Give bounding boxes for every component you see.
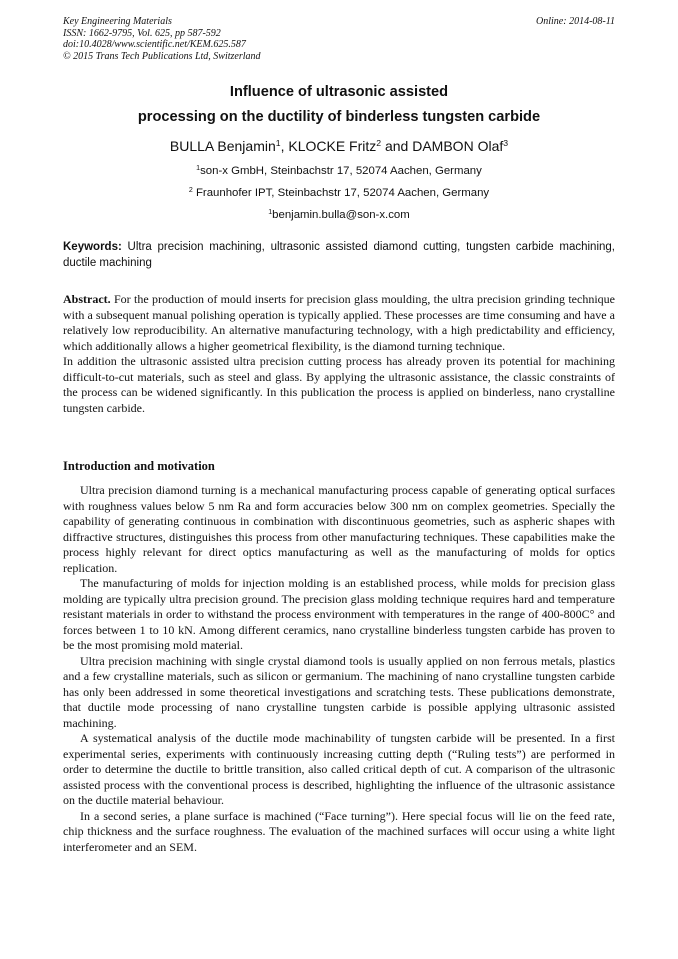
section-body bbox=[63, 483, 615, 855]
paper-title bbox=[40, 80, 638, 130]
affiliation bbox=[40, 182, 638, 204]
journal-header bbox=[63, 16, 615, 62]
author-name: DAMBON Olaf bbox=[412, 138, 504, 154]
contact-email bbox=[40, 204, 638, 226]
author-name: KLOCKE Fritz bbox=[288, 138, 377, 154]
copyright-line: © 2015 Trans Tech Publications Ltd, Switzerland bbox=[63, 50, 261, 62]
author-separator: , bbox=[280, 138, 289, 154]
online-date: Online: 2014-08-11 bbox=[536, 16, 615, 27]
section-heading: Introduction and motivation bbox=[63, 459, 215, 473]
body-paragraph: The manufacturing of molds for injection molding is an established process, while molds for precision glass molding are typically ultra precision ground. The precision glass molding technique requires hard and temperature resistant materials in order to withstand the process environment with temperatures in the range of 400-800C° and forces between 1 to 10 kN. Among different ceramics, nano crystalline binderless tungsten carbide has proven to be the most promising mold material. bbox=[63, 576, 615, 652]
affiliation-sup: 1 bbox=[268, 209, 273, 217]
affiliation-text: son-x GmbH, Steinbachstr 17, 52074 Aachen, Germany bbox=[200, 165, 482, 177]
affiliation-list bbox=[40, 160, 638, 226]
author-sup: 2 bbox=[376, 138, 382, 149]
abstract-block bbox=[63, 292, 615, 416]
abstract-paragraph: In addition the ultrasonic assisted ultra precision cutting process has already proven its potential for machining difficult-to-cut materials, such as steel and glass. By applying the ultrasonic assistance, the classic constraints of the process can be widened significantly. In this publication the process is applied on binderless, nano crystalline tungsten carbide. bbox=[63, 354, 615, 415]
body-paragraph: In a second series, a plane surface is machined (“Face turning”). Here special focus will lie on the feed rate, chip thickness and the surface roughness. The evaluation of the machined surfaces will occur using a white light interferometer and an SEM. bbox=[63, 808, 615, 854]
author-list bbox=[40, 137, 638, 155]
body-paragraph: A systematical analysis of the ductile mode machinability of tungsten carbide will be presented. In a first experimental series, experiments with continuously increasing cutting depth (“Ruling tests”) are performed in order to determine the ductile to brittle transition, also called critical depth of cut. A comparison of the ultrasonic assisted process with the conventional process is described, highlighting the influence of the ultrasonic assistance on the ductile material behaviour. bbox=[63, 731, 615, 807]
keywords-text: Ultra precision machining, ultrasonic assisted diamond cutting, tungsten carbide machining, ductile machining bbox=[63, 241, 615, 269]
affiliation-sup: 1 bbox=[196, 165, 201, 173]
title-line-2: processing on the ductility of binderless tungsten carbide bbox=[137, 109, 541, 125]
email-text: benjamin.bulla@son-x.com bbox=[272, 209, 410, 221]
keywords-block bbox=[63, 240, 615, 271]
author-name: BULLA Benjamin bbox=[169, 138, 276, 154]
keywords-label: Keywords: bbox=[63, 241, 122, 253]
author-separator: and bbox=[381, 138, 413, 154]
abstract-text: For the production of mould inserts for precision glass moulding, the ultra precision grinding technique with a subsequent manual polishing operation is typically applied. These processes are time consuming and have a relatively low reproducibility. An alternative manufacturing technology, with a high predictability and efficiency, which additionally allows a higher geometrical flexibility, is the diamond turning technique. bbox=[63, 292, 615, 353]
body-paragraph: Ultra precision machining with single crystal diamond tools is usually applied on non ferrous metals, plastics and a few crystalline materials, such as silicon or germanium. The machining of nano crystalline tungsten carbide has only been addressed in some theoretical investigations and scratching tests. These publications demonstrate, that ductile mode processing of nano crystalline tungsten carbide is possible applying ultrasonic assisted machining. bbox=[63, 653, 615, 730]
abstract-label: Abstract. bbox=[63, 292, 111, 306]
affiliation-text: Fraunhofer IPT, Steinbachstr 17, 52074 Aachen, Germany bbox=[192, 187, 490, 199]
journal-name: Key Engineering Materials bbox=[63, 16, 172, 27]
abstract-paragraph bbox=[63, 292, 615, 354]
body-paragraph: Ultra precision diamond turning is a mechanical manufacturing process capable of generating optical surfaces with roughness values below 5 nm Ra and form accuracies below 300 nm on complex geometries. Specially the capability of generating continuous in combination with discontinuous geometries, such as aspheric shapes with diffractive structures, distinguishes this process from other manufacturing techniques. These capabilities make the process highly relevant for direct optics manufacturing as well as the manufacturing of molds for optics replication. bbox=[63, 483, 615, 575]
issn-line: ISSN: 1662-9795, Vol. 625, pp 587-592 bbox=[63, 27, 221, 39]
author-sup: 3 bbox=[503, 138, 509, 149]
affiliation-sup: 2 bbox=[188, 187, 193, 195]
doi-line: doi:10.4028/www.scientific.net/KEM.625.587 bbox=[63, 39, 246, 50]
author-sup: 1 bbox=[275, 138, 281, 149]
affiliation bbox=[40, 160, 638, 182]
title-line-1: Influence of ultrasonic assisted bbox=[229, 84, 449, 100]
